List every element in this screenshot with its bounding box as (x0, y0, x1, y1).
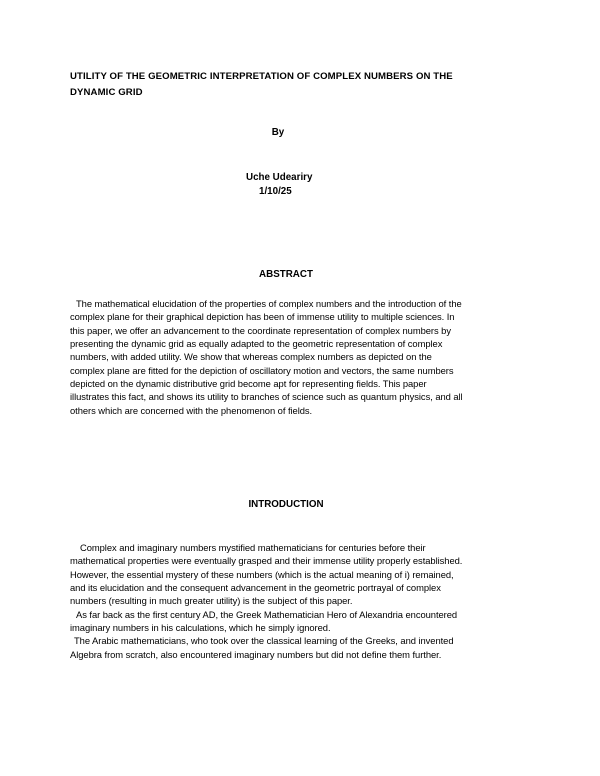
abstract-body (70, 297, 540, 417)
abstract-line: numbers, with added utility. We show that whereas complex numbers as depicted on the (70, 351, 432, 363)
paper-date: 1/10/25 (259, 186, 292, 197)
abstract-line: illustrates this fact, and shows its utility to branches of science such as quantum physics, and all (70, 391, 463, 403)
abstract-line: presenting the dynamic grid as equally adapted to the geometric representation of complex (70, 338, 443, 350)
paper-title-line: UTILITY OF THE GEOMETRIC INTERPRETATION OF COMPLEX NUMBERS ON THE (70, 71, 453, 82)
abstract-line: others which are concerned with the phenomenon of fields. (70, 404, 313, 416)
byline-label: By (271, 127, 285, 138)
introduction-line: However, the essential mystery of these numbers (which is the actual meaning of i) remained, (70, 568, 454, 580)
paper-title (70, 69, 530, 101)
paper-title-line: DYNAMIC GRID (70, 87, 143, 98)
introduction-line: Algebra from scratch, also encountered imaginary numbers but did not define them further. (70, 648, 442, 660)
introduction-line: As far back as the first century AD, the Greek Mathematician Hero of Alexandria encountered (76, 608, 458, 620)
introduction-line: The Arabic mathematicians, who took over the classical learning of the Greeks, and invented (74, 635, 454, 647)
introduction-line: and its elucidation and the consequent advancement in the geometric portrayal of complex (70, 582, 441, 594)
introduction-line: mathematical properties were eventually grasped and their immense utility properly established. (70, 555, 463, 567)
abstract-line: complex plane for their graphical depiction has been of immense utility to multiple sciences. In (70, 311, 455, 323)
abstract-line: complex plane are fitted for the depiction of oscillatory motion and vectors, the same numbers (70, 364, 454, 376)
abstract-line: this paper, we offer an advancement to the coordinate representation of complex numbers by (70, 324, 451, 336)
introduction-heading: INTRODUCTION (248, 499, 324, 510)
abstract-heading: ABSTRACT (259, 269, 313, 280)
abstract-line: The mathematical elucidation of the properties of complex numbers and the introduction of the (76, 298, 462, 309)
abstract-line: depicted on the dynamic distributive grid become apt for representing fields. This paper (70, 378, 427, 390)
introduction-body (70, 541, 540, 661)
author-name: Uche Udeariry (246, 172, 313, 183)
introduction-line: numbers (resulting in much greater utility) is the subject of this paper. (70, 595, 353, 607)
introduction-line: imaginary numbers in his calculations, which he simply ignored. (70, 622, 331, 634)
introduction-line: Complex and imaginary numbers mystified mathematicians for centuries before their (80, 542, 426, 553)
